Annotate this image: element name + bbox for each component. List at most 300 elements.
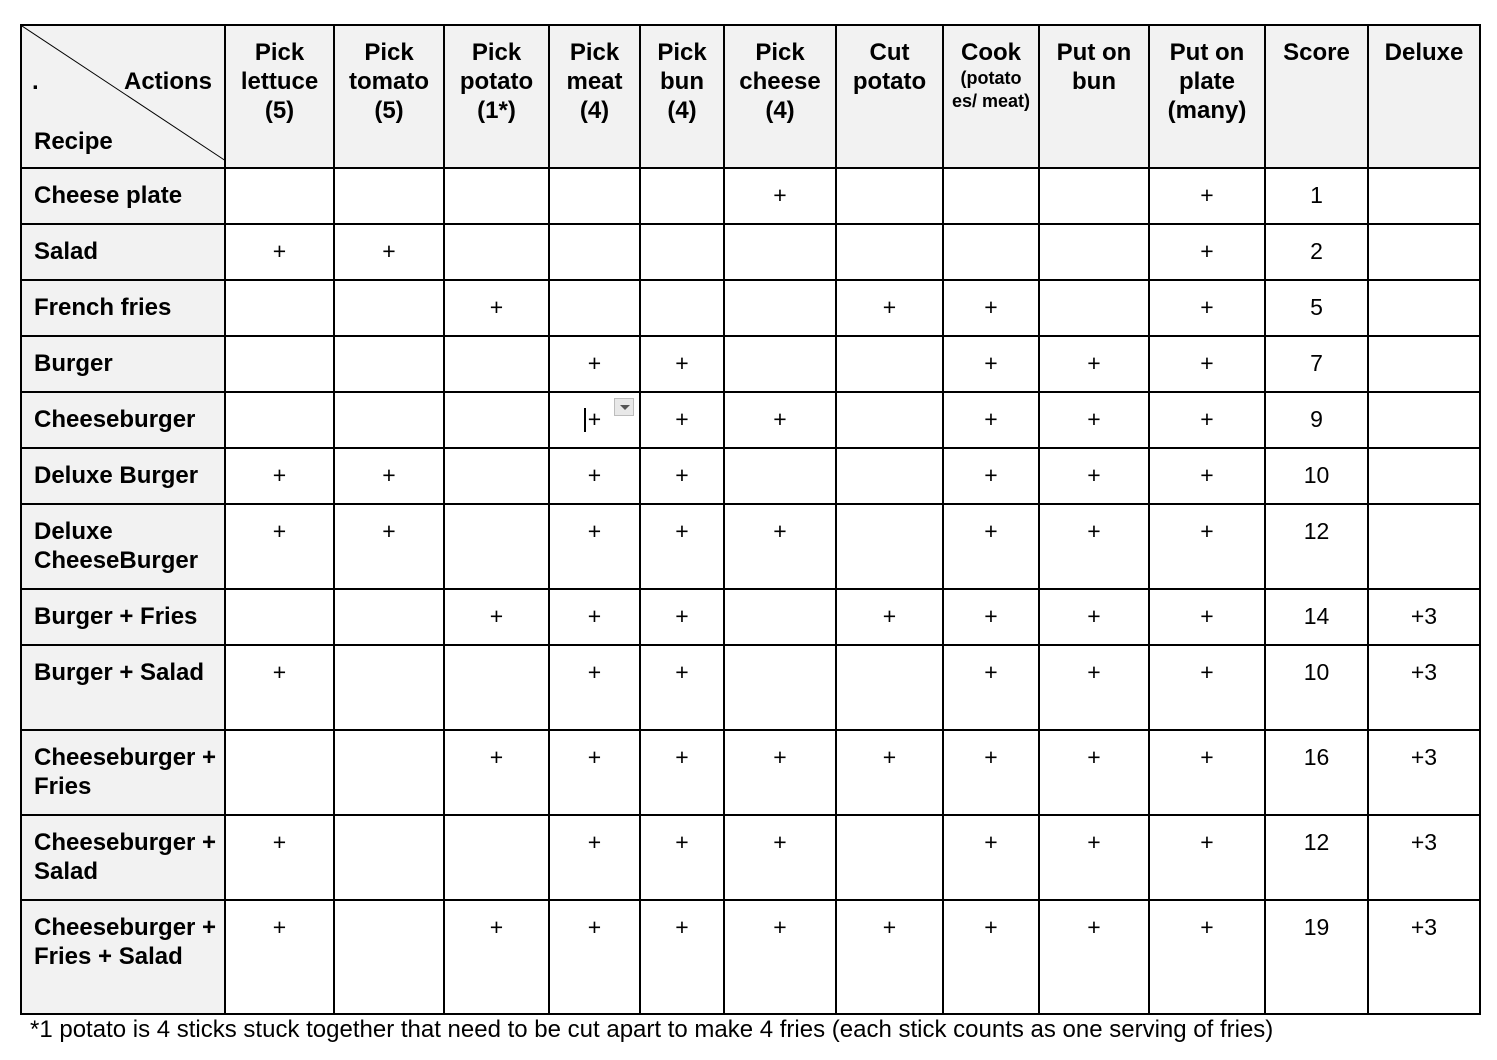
table-cell[interactable] — [1368, 392, 1480, 448]
table-cell[interactable] — [640, 448, 724, 504]
recipe-name: Deluxe Burger — [34, 462, 199, 489]
table-cell[interactable] — [334, 589, 444, 645]
cell-value: + — [773, 914, 787, 940]
column-header-pick-bun-4 — [640, 25, 724, 168]
table-cell[interactable] — [444, 815, 549, 900]
cell-value: + — [675, 829, 689, 855]
recipe-name: Cheeseburger — [34, 406, 196, 433]
column-header-deluxe — [1368, 25, 1480, 168]
table-cell[interactable] — [1265, 448, 1368, 504]
table-cell[interactable] — [444, 504, 549, 589]
recipe-name-cell — [21, 392, 225, 448]
column-header-label: Put on bun — [1056, 39, 1132, 95]
recipe-name: Cheeseburger + Salad — [34, 829, 217, 885]
recipe-name-cell — [21, 336, 225, 392]
recipe-actions-table — [20, 24, 1481, 1015]
cell-value: + — [675, 744, 689, 770]
table-cell[interactable] — [334, 168, 444, 224]
recipe-name-cell — [21, 900, 225, 1014]
table-cell[interactable] — [1149, 336, 1265, 392]
dropdown-arrow-icon[interactable] — [614, 398, 634, 416]
cell-value: + — [882, 603, 897, 629]
table-cell[interactable] — [1039, 392, 1149, 448]
table-cell[interactable] — [225, 900, 334, 1014]
cell-value: + — [1200, 744, 1214, 770]
column-header-label: Put on plate (many) — [1167, 39, 1247, 124]
table-cell[interactable] — [943, 730, 1039, 815]
table-cell[interactable] — [640, 815, 724, 900]
cell-value: + — [984, 829, 998, 855]
table-cell[interactable] — [724, 392, 836, 448]
column-header-pick-potato-1 — [444, 25, 549, 168]
table-cell[interactable] — [1368, 224, 1480, 280]
cell-value: + — [1087, 659, 1101, 685]
recipe-name-cell — [21, 645, 225, 730]
table-cell[interactable] — [1368, 815, 1480, 900]
table-cell[interactable] — [225, 392, 334, 448]
recipe-name: Burger + Salad — [34, 659, 205, 686]
table-cell[interactable] — [549, 645, 640, 730]
table-row — [21, 730, 1480, 815]
cell-value: + — [1087, 603, 1101, 629]
table-cell[interactable] — [549, 730, 640, 815]
cell-value: + — [984, 350, 998, 376]
cell-value: + — [587, 744, 602, 770]
cell-value: + — [587, 659, 602, 685]
cell-value: + — [382, 462, 396, 488]
cell-value: 12 — [1303, 829, 1330, 855]
cell-value: + — [984, 603, 998, 629]
table-cell[interactable] — [836, 900, 943, 1014]
cell-value: + — [773, 182, 787, 208]
table-cell[interactable] — [724, 504, 836, 589]
table-cell[interactable] — [334, 645, 444, 730]
cell-value: + — [675, 462, 689, 488]
table-cell[interactable] — [943, 280, 1039, 336]
table-cell[interactable] — [225, 280, 334, 336]
cell-value: +3 — [1410, 603, 1438, 629]
table-row — [21, 815, 1480, 900]
cell-value: 7 — [1310, 350, 1323, 376]
cell-value: 10 — [1303, 462, 1330, 488]
table-cell[interactable] — [1149, 900, 1265, 1014]
table-cell[interactable] — [640, 280, 724, 336]
table-cell[interactable] — [640, 224, 724, 280]
table-cell[interactable] — [1368, 280, 1480, 336]
recipe-name-cell — [21, 280, 225, 336]
table-cell[interactable] — [1149, 815, 1265, 900]
table-cell[interactable] — [444, 900, 549, 1014]
cell-value: + — [1200, 659, 1214, 685]
table-cell[interactable] — [444, 280, 549, 336]
table-cell[interactable] — [1039, 900, 1149, 1014]
table-cell[interactable] — [1368, 168, 1480, 224]
recipe-name: Salad — [34, 238, 99, 265]
table-cell[interactable] — [1039, 168, 1149, 224]
cell-value: + — [1200, 182, 1214, 208]
column-header-label: Pick bun (4) — [657, 39, 707, 124]
cell-value: + — [272, 829, 287, 855]
table-cell[interactable] — [943, 589, 1039, 645]
cell-value: + — [489, 914, 504, 940]
cell-value: +3 — [1410, 744, 1438, 770]
table-cell[interactable] — [225, 504, 334, 589]
column-header-sublabel: (potato es/ meat) — [951, 68, 1031, 111]
table-cell[interactable] — [943, 815, 1039, 900]
table-cell[interactable] — [1368, 645, 1480, 730]
recipe-name-cell — [21, 224, 225, 280]
table-cell[interactable] — [225, 589, 334, 645]
corner-dot: . — [32, 68, 39, 95]
cell-value: 2 — [1310, 238, 1323, 264]
column-header-label: Cut potato — [852, 39, 927, 95]
table-cell[interactable] — [724, 280, 836, 336]
table-cell[interactable] — [225, 645, 334, 730]
column-header-pick-cheese-4 — [724, 25, 836, 168]
table-row — [21, 504, 1480, 589]
table-cell[interactable] — [444, 168, 549, 224]
table-cell[interactable] — [724, 336, 836, 392]
recipe-name: Burger — [34, 350, 113, 377]
cell-value: + — [984, 659, 998, 685]
table-cell[interactable] — [640, 336, 724, 392]
corner-header — [21, 25, 225, 168]
column-header-cut-potato — [836, 25, 943, 168]
column-header-put-on-bun — [1039, 25, 1149, 168]
table-cell[interactable] — [549, 504, 640, 589]
table-cell[interactable] — [943, 900, 1039, 1014]
table-cell[interactable] — [724, 900, 836, 1014]
table-cell[interactable] — [444, 448, 549, 504]
cell-value: + — [675, 518, 689, 544]
table-row — [21, 900, 1480, 1014]
table-cell[interactable] — [1265, 645, 1368, 730]
table-cell[interactable] — [1265, 280, 1368, 336]
table-cell[interactable] — [640, 900, 724, 1014]
table-cell[interactable] — [334, 280, 444, 336]
column-header-label: Pick lettuce (5) — [240, 39, 319, 124]
table-cell[interactable] — [444, 730, 549, 815]
table-cell[interactable] — [1039, 504, 1149, 589]
cell-value: + — [1087, 406, 1101, 432]
cell-value: + — [984, 914, 998, 940]
table-cell[interactable] — [836, 815, 943, 900]
table-cell[interactable] — [1368, 336, 1480, 392]
table-cell[interactable] — [724, 224, 836, 280]
cell-value: + — [984, 294, 998, 320]
table-cell[interactable] — [640, 730, 724, 815]
cell-value: + — [882, 914, 897, 940]
table-cell[interactable] — [549, 336, 640, 392]
table-cell[interactable] — [549, 224, 640, 280]
table-cell[interactable] — [549, 168, 640, 224]
cell-value: 9 — [1310, 406, 1323, 432]
table-row — [21, 280, 1480, 336]
table-cell[interactable] — [836, 645, 943, 730]
table-cell[interactable] — [836, 280, 943, 336]
table-cell[interactable] — [1039, 815, 1149, 900]
table-cell[interactable] — [1368, 504, 1480, 589]
cell-value: + — [272, 914, 287, 940]
table-cell[interactable] — [836, 168, 943, 224]
table-cell[interactable] — [444, 645, 549, 730]
table-cell[interactable] — [1265, 224, 1368, 280]
cell-value: 16 — [1303, 744, 1330, 770]
table-cell[interactable] — [1265, 900, 1368, 1014]
cell-value: +3 — [1410, 659, 1438, 685]
cell-value: + — [1200, 829, 1214, 855]
cell-value: 14 — [1303, 603, 1330, 629]
cell-value: 10 — [1303, 659, 1330, 685]
table-cell[interactable] — [836, 336, 943, 392]
table-cell[interactable] — [640, 589, 724, 645]
cell-value: + — [1087, 914, 1101, 940]
cell-value: + — [675, 914, 689, 940]
table-cell[interactable] — [943, 448, 1039, 504]
table-cell[interactable] — [1149, 504, 1265, 589]
cell-value: + — [984, 518, 998, 544]
cell-value: + — [1200, 603, 1214, 629]
cell-value: + — [272, 238, 287, 264]
recipe-name-cell — [21, 589, 225, 645]
cell-value: + — [1200, 238, 1214, 264]
column-header-label: Cook — [961, 39, 1021, 66]
table-cell[interactable] — [836, 448, 943, 504]
cell-value: + — [587, 829, 602, 855]
column-header-pick-meat-4 — [549, 25, 640, 168]
header-row — [21, 25, 1480, 168]
table-cell[interactable] — [1265, 730, 1368, 815]
cell-value: + — [1087, 350, 1101, 376]
cell-value: 19 — [1303, 914, 1330, 940]
cell-value: +3 — [1410, 914, 1438, 940]
table-row — [21, 448, 1480, 504]
table-cell[interactable] — [1039, 224, 1149, 280]
cell-value: + — [587, 406, 602, 432]
table-cell[interactable] — [444, 224, 549, 280]
table-cell[interactable] — [1368, 448, 1480, 504]
table-cell[interactable] — [225, 168, 334, 224]
table-cell[interactable] — [1368, 589, 1480, 645]
table-cell[interactable] — [549, 280, 640, 336]
table-cell[interactable] — [334, 900, 444, 1014]
table-cell[interactable] — [724, 815, 836, 900]
table-row — [21, 168, 1480, 224]
table-cell[interactable] — [1039, 448, 1149, 504]
column-header-label: Pick potato (1*) — [459, 39, 534, 124]
table-cell[interactable] — [1039, 336, 1149, 392]
table-cell[interactable] — [1149, 645, 1265, 730]
edit-caret-wrap — [588, 405, 601, 434]
table-cell[interactable] — [1149, 224, 1265, 280]
cell-value: + — [382, 238, 396, 264]
table-cell[interactable] — [1265, 168, 1368, 224]
recipe-name-cell — [21, 168, 225, 224]
table-cell[interactable] — [640, 645, 724, 730]
table-cell[interactable] — [334, 815, 444, 900]
table-cell[interactable] — [1149, 168, 1265, 224]
column-header-put-on-plate-many — [1149, 25, 1265, 168]
table-cell[interactable] — [1265, 815, 1368, 900]
table-cell[interactable] — [444, 589, 549, 645]
recipe-name: Cheeseburger + Fries + Salad — [34, 914, 217, 970]
corner-actions-label: Actions — [123, 68, 212, 95]
table-cell[interactable] — [724, 730, 836, 815]
cell-value: + — [1200, 294, 1214, 320]
table-cell[interactable] — [225, 815, 334, 900]
cell-value: + — [587, 462, 602, 488]
table-cell[interactable] — [225, 730, 334, 815]
cell-value: + — [587, 603, 602, 629]
recipe-name-cell — [21, 815, 225, 900]
cell-value: + — [984, 462, 998, 488]
table-cell[interactable] — [1039, 589, 1149, 645]
cell-value: + — [882, 744, 897, 770]
table-cell[interactable] — [724, 589, 836, 645]
table-cell[interactable] — [640, 168, 724, 224]
recipe-name: Burger + Fries — [34, 603, 198, 630]
cell-value: + — [272, 462, 287, 488]
cell-value: + — [382, 518, 396, 544]
cell-value: + — [675, 406, 689, 432]
table-cell[interactable] — [1368, 900, 1480, 1014]
table-cell[interactable] — [1265, 392, 1368, 448]
recipe-name-cell — [21, 730, 225, 815]
column-header-label: Deluxe — [1384, 39, 1464, 66]
table-cell[interactable] — [836, 589, 943, 645]
footnote: *1 potato is 4 sticks stuck together that need to be cut apart to make 4 fries (each stick counts as one serving of fries) — [30, 1016, 1274, 1043]
recipe-name: Deluxe CheeseBurger — [34, 518, 199, 574]
corner-recipe-label: Recipe — [34, 128, 113, 155]
table-cell[interactable] — [334, 504, 444, 589]
table-cell[interactable] — [1039, 730, 1149, 815]
cell-value: + — [773, 829, 787, 855]
table-cell[interactable] — [943, 645, 1039, 730]
table-cell[interactable] — [1039, 645, 1149, 730]
cell-value: + — [489, 294, 504, 320]
cell-value: + — [1200, 462, 1214, 488]
table-cell[interactable] — [1149, 448, 1265, 504]
cell-value: + — [1200, 350, 1214, 376]
cell-value: + — [773, 518, 787, 544]
cell-value: + — [272, 659, 287, 685]
table-cell[interactable] — [1149, 730, 1265, 815]
cell-value: + — [984, 406, 998, 432]
table-cell[interactable] — [334, 224, 444, 280]
table-cell[interactable] — [225, 448, 334, 504]
cell-value: + — [587, 350, 602, 376]
table-cell[interactable] — [549, 589, 640, 645]
table-cell[interactable] — [334, 336, 444, 392]
table-cell[interactable] — [334, 730, 444, 815]
table-cell[interactable] — [943, 336, 1039, 392]
table-cell[interactable] — [1149, 280, 1265, 336]
cell-value: + — [675, 350, 689, 376]
table-row — [21, 645, 1480, 730]
recipe-name: French fries — [34, 294, 172, 321]
table-cell[interactable] — [444, 392, 549, 448]
cell-value: + — [675, 659, 689, 685]
table-cell[interactable] — [1265, 589, 1368, 645]
cell-value: 1 — [1310, 182, 1323, 208]
table-cell[interactable] — [549, 448, 640, 504]
column-header-label: Pick meat (4) — [566, 39, 623, 124]
cell-value: + — [489, 603, 504, 629]
recipe-name-cell — [21, 448, 225, 504]
table-cell[interactable] — [640, 504, 724, 589]
cell-value: + — [1087, 829, 1101, 855]
table-cell[interactable] — [225, 224, 334, 280]
cell-value: + — [675, 603, 689, 629]
table-cell[interactable] — [943, 224, 1039, 280]
table-cell[interactable] — [444, 336, 549, 392]
column-header-score — [1265, 25, 1368, 168]
cell-value: + — [1200, 518, 1214, 544]
text-cursor — [584, 408, 586, 432]
recipe-name-cell — [21, 504, 225, 589]
cell-value: +3 — [1410, 829, 1438, 855]
column-header-label: Score — [1283, 39, 1350, 66]
cell-value: + — [984, 744, 998, 770]
cell-value: + — [489, 744, 504, 770]
table-cell[interactable] — [724, 448, 836, 504]
table-row — [21, 589, 1480, 645]
cell-value: + — [1087, 518, 1101, 544]
table-cell[interactable] — [943, 504, 1039, 589]
table-cell[interactable] — [1265, 336, 1368, 392]
table-cell[interactable] — [549, 900, 640, 1014]
cell-value: + — [587, 914, 602, 940]
table-cell[interactable] — [334, 448, 444, 504]
table-cell[interactable] — [836, 224, 943, 280]
column-header-cook — [943, 25, 1039, 168]
table-cell[interactable] — [724, 168, 836, 224]
cell-value: 12 — [1303, 518, 1330, 544]
table-cell[interactable] — [1368, 730, 1480, 815]
cell-value: + — [1087, 744, 1101, 770]
column-header-label: Pick cheese (4) — [739, 39, 821, 124]
table-cell[interactable] — [943, 168, 1039, 224]
column-header-label: Pick tomato (5) — [349, 39, 429, 124]
cell-value: 5 — [1310, 294, 1323, 320]
table-cell[interactable] — [549, 815, 640, 900]
recipe-name: Cheese plate — [34, 182, 183, 209]
table-cell[interactable] — [836, 730, 943, 815]
cell-value: + — [882, 294, 897, 320]
table-cell[interactable] — [225, 336, 334, 392]
table-cell[interactable] — [836, 504, 943, 589]
table-row — [21, 224, 1480, 280]
table-cell[interactable] — [724, 645, 836, 730]
table-cell[interactable] — [1265, 504, 1368, 589]
column-header-pick-lettuce-5 — [225, 25, 334, 168]
cell-value: + — [272, 518, 287, 544]
table-cell[interactable] — [334, 392, 444, 448]
recipe-name: Cheeseburger + Fries — [34, 744, 217, 800]
cell-value: + — [773, 744, 787, 770]
cell-value: + — [587, 518, 602, 544]
table-cell[interactable] — [836, 392, 943, 448]
table-cell[interactable] — [1149, 589, 1265, 645]
table-cell[interactable] — [1039, 280, 1149, 336]
table-cell[interactable] — [943, 392, 1039, 448]
table-row — [21, 336, 1480, 392]
table-row — [21, 392, 1480, 448]
table-cell[interactable] — [640, 392, 724, 448]
cell-value: + — [1200, 406, 1214, 432]
table-cell[interactable] — [1149, 392, 1265, 448]
cell-value: + — [1087, 462, 1101, 488]
